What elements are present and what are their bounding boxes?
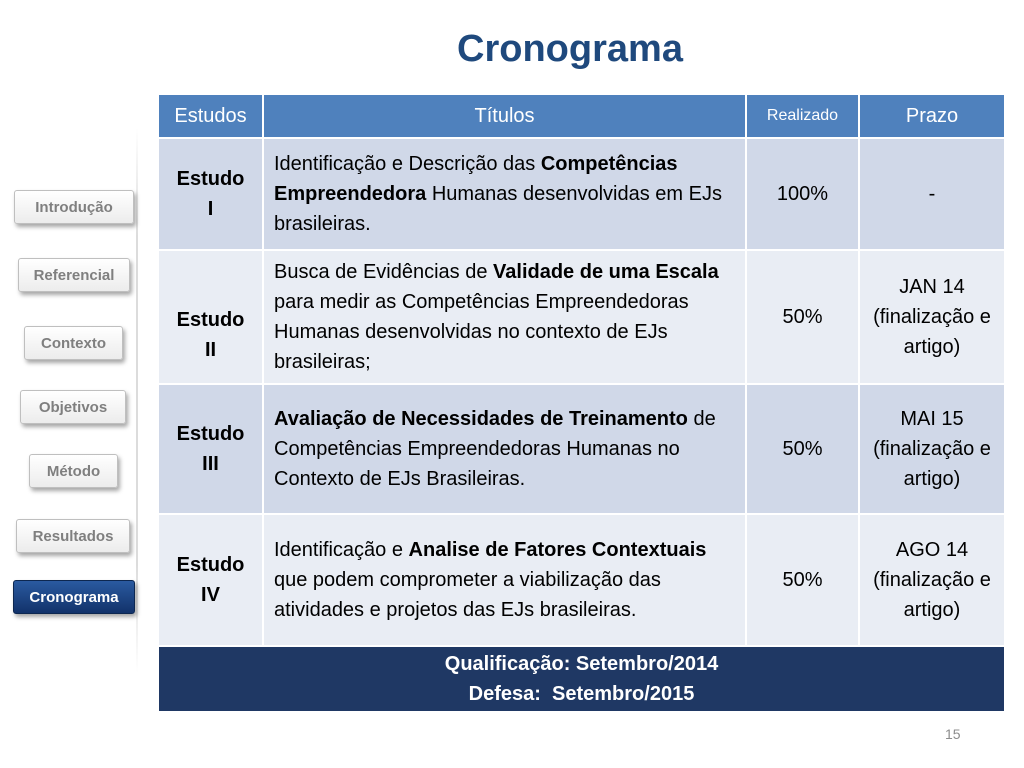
prazo-cell bbox=[859, 514, 1005, 646]
prazo-date: AGO 14 bbox=[895, 539, 969, 561]
defesa-date: Defesa: Setembro/2015 bbox=[468, 683, 695, 705]
title-cell bbox=[263, 514, 746, 646]
nav-button-contexto[interactable]: Contexto bbox=[24, 326, 123, 360]
title-bold-text: Analise de Fatores Contextuais bbox=[408, 539, 707, 561]
title-text-continued: de Competências Empreendedoras Humanas no Contexto de EJs Brasileiras. bbox=[274, 408, 716, 490]
prazo-note: (finalização e artigo) bbox=[873, 569, 991, 621]
nav-button-cronograma[interactable]: Cronograma bbox=[13, 580, 135, 614]
table-row bbox=[158, 250, 1005, 384]
study-label: Estudo bbox=[176, 168, 245, 190]
study-number: I bbox=[207, 198, 214, 220]
page-number: 15 bbox=[945, 726, 961, 742]
nav-button-introducao[interactable]: Introdução bbox=[14, 190, 134, 224]
title-cell bbox=[263, 250, 746, 384]
title-text-continued: que podem comprometer a viabilização das atividades e projetos das EJs brasileiras. bbox=[274, 569, 661, 621]
slide-title: Cronograma bbox=[457, 28, 683, 70]
title-text: Identificação e bbox=[274, 539, 409, 561]
schedule-table bbox=[157, 93, 1006, 713]
study-cell bbox=[158, 250, 263, 384]
study-cell bbox=[158, 138, 263, 250]
realizado-cell: 50% bbox=[746, 250, 859, 384]
table-row bbox=[158, 514, 1005, 646]
prazo-cell bbox=[859, 250, 1005, 384]
title-bold-text: Validade de uma Escala bbox=[493, 261, 719, 283]
study-cell bbox=[158, 384, 263, 514]
title-text-continued: Humanas desenvolvidas em EJs brasileiras. bbox=[274, 183, 722, 235]
prazo-cell bbox=[859, 384, 1005, 514]
nav-divider bbox=[136, 128, 138, 673]
prazo-date: - bbox=[928, 183, 936, 205]
study-label: Estudo bbox=[176, 554, 245, 576]
column-header-titulos: Títulos bbox=[263, 94, 746, 138]
realizado-cell: 50% bbox=[746, 514, 859, 646]
prazo-date: JAN 14 bbox=[899, 276, 965, 298]
study-label: Estudo bbox=[176, 309, 245, 331]
realizado-cell: 100% bbox=[746, 138, 859, 250]
prazo-note: (finalização e artigo) bbox=[873, 306, 991, 358]
table-row bbox=[158, 384, 1005, 514]
column-header-realizado: Realizado bbox=[746, 94, 859, 138]
nav-button-metodo[interactable]: Método bbox=[29, 454, 118, 488]
nav-button-referencial[interactable]: Referencial bbox=[18, 258, 130, 292]
study-cell bbox=[158, 514, 263, 646]
table-footer-row bbox=[158, 646, 1005, 712]
table-header-row bbox=[158, 94, 1005, 138]
title-bold-text: Avaliação de Necessidades de Treinamento bbox=[274, 408, 688, 430]
prazo-date: MAI 15 bbox=[900, 408, 964, 430]
qualificacao-date: Qualificação: Setembro/2014 bbox=[444, 653, 719, 675]
nav-button-resultados[interactable]: Resultados bbox=[16, 519, 130, 553]
column-header-prazo: Prazo bbox=[859, 94, 1005, 138]
table-row bbox=[158, 138, 1005, 250]
study-number: IV bbox=[201, 584, 220, 606]
title-text-continued: para medir as Competências Empreendedoras Humanas desenvolvidas no contexto de EJs brasileiras; bbox=[274, 291, 689, 373]
realizado-cell: 50% bbox=[746, 384, 859, 514]
prazo-cell bbox=[859, 138, 1005, 250]
title-text: Identificação e Descrição das bbox=[274, 153, 541, 175]
title-text: Busca de Evidências de bbox=[274, 261, 494, 283]
nav-button-objetivos[interactable]: Objetivos bbox=[20, 390, 126, 424]
title-cell bbox=[263, 138, 746, 250]
study-number: III bbox=[202, 453, 219, 475]
prazo-note: (finalização e artigo) bbox=[873, 438, 991, 490]
study-number: II bbox=[204, 339, 217, 361]
title-cell bbox=[263, 384, 746, 514]
column-header-estudos: Estudos bbox=[158, 94, 263, 138]
footer-cell bbox=[158, 646, 1005, 712]
title-bold-text: Competências Empreendedora bbox=[274, 153, 678, 205]
study-label: Estudo bbox=[176, 423, 245, 445]
